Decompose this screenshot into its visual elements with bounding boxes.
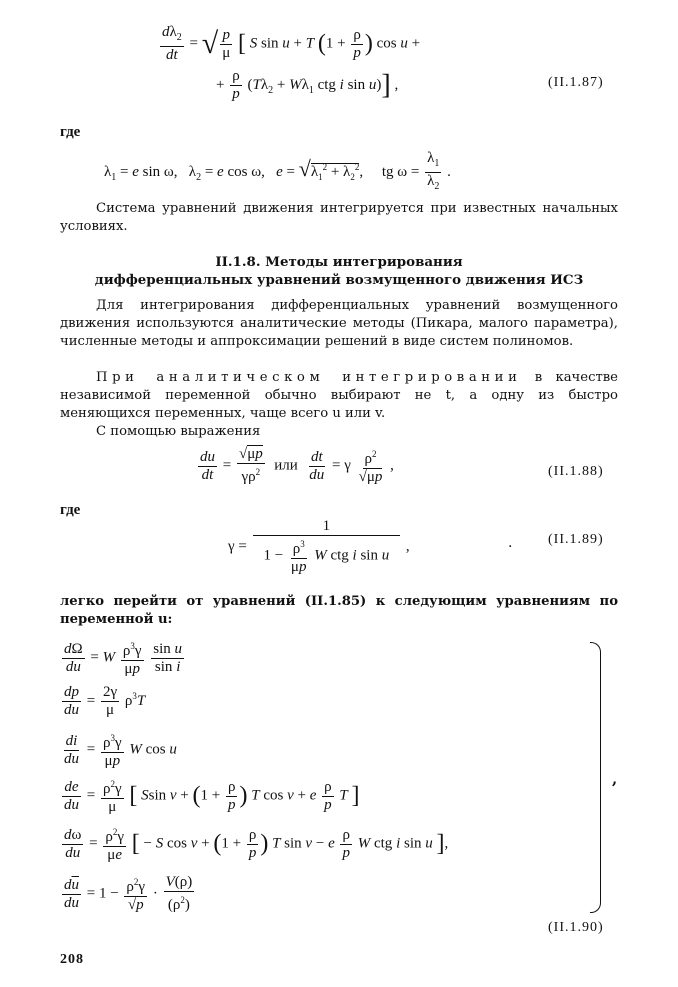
system-row-e: $\frac{de}{du}$ = $\frac{\rho^2\gamma}{\mu}$ [ Ssin v + (1 + $\frac{\rho}{p}$ ) T cos v + e $\frac{\rho}{p}$ T ] (60, 776, 359, 816)
section-title-line1: II.1.8. Методы интегрирования (215, 254, 463, 270)
system-row-omega-node: $\frac{d\Omega}{du}$ = W $\frac{\rho^3\gamma}{\mu p}$ $\frac{\text{sin u}}{\text{sin i}}$ (60, 638, 186, 678)
transition-text-content: легко перейти от уравнений (II.1.85) к следующим уравнениям по переменной u: (60, 594, 618, 627)
equation-89: γ = 1 1 − $\frac{\rho^3}{\mu p}$ W ctg i sin u , (228, 518, 410, 575)
where-label-2: где (60, 502, 81, 518)
system-row-i: $\frac{di}{du}$ = $\frac{\rho^3\gamma}{\mu p}$ W cos u (60, 730, 177, 770)
paragraph-methods: Для интегрирования дифференциальных уравнений возмущенного движения используются аналитические методы (Пикара, малого параметра), численные методы и аппроксимации решений в виде систем полиномов. (60, 298, 618, 349)
system-trailing-comma: , (612, 770, 618, 788)
equation-87-line1: $\frac{d\lambda_2}{dt}$ = √ $\frac{p}{\mu}$ [ S sin u + T (1 + $\frac{\rho}{p}$ ) cos u + (162, 24, 421, 63)
paragraph-analytic-rest: в качестве независимой переменной обычно выбирают не t, а одну из быстро меняющихся переменных, чаще всего u или v. (60, 370, 618, 421)
system-right-brace (590, 642, 604, 914)
section-heading (60, 253, 618, 289)
transition-text (60, 593, 618, 629)
equation-87-line2: + $\frac{\rho}{p}$ ($T\lambda_2 + W\lambda_1$ ctg i sin u)] , (216, 68, 399, 102)
equation-number-90: (II.1.90) (548, 920, 604, 935)
system-row-omega: $\frac{d\omega}{du}$ = $\frac{\rho^2\gamma}{\mu e}$ [ − S cos v + (1 + $\frac{\rho}{p}$ ) T sin v − e $\frac{\rho}{p}$ W ctg i sin u ], (60, 824, 448, 864)
equation-88: $\frac{du}{dt}$ = $\frac{√\mu p}{\gamma\rho^2}$ или $\frac{dt}{du}$ = γ $\frac{\rho^2}{√\mu p}$ , (200, 446, 394, 485)
equation-number-89: (II.1.89) (548, 532, 604, 547)
equation-number-88: (II.1.88) (548, 464, 604, 479)
page-number: 208 (60, 952, 84, 967)
definitions-line: $\lambda_1 = e$ sin ω, $\lambda_2 = e$ cos ω, $e = √\lambda_1^2 + \lambda_2^2$, tg ω = $\frac{\lambda_1}{\lambda_2}$ . (104, 150, 451, 192)
paragraph-with-expression: С помощью выражения (96, 424, 261, 439)
paragraph-analytic (60, 369, 618, 423)
equation-89-dot: . (508, 535, 513, 551)
system-row-p: $\frac{dp}{du}$ = $\frac{2\gamma}{\mu}$ $\rho^3T$ (64, 684, 146, 718)
equation-87 (158, 24, 628, 110)
system-row-u: $\frac{d\overline{u}}{du}$ = 1 − $\frac{\rho^2\gamma}{√p}$ · $\frac{V(\rho)}{(\rho^2)}$ (64, 874, 193, 913)
equation-number-87: (II.1.87) (548, 75, 604, 90)
system-initial-conditions-text: Система уравнений движения интегрируется при известных начальных условиях. (60, 201, 618, 234)
spaced-emphasis: При аналитическом интегрировании (96, 370, 522, 385)
section-title-line2: дифференциальных уравнений возмущенного движения ИСЗ (94, 272, 584, 288)
where-label-1: где (60, 124, 81, 140)
